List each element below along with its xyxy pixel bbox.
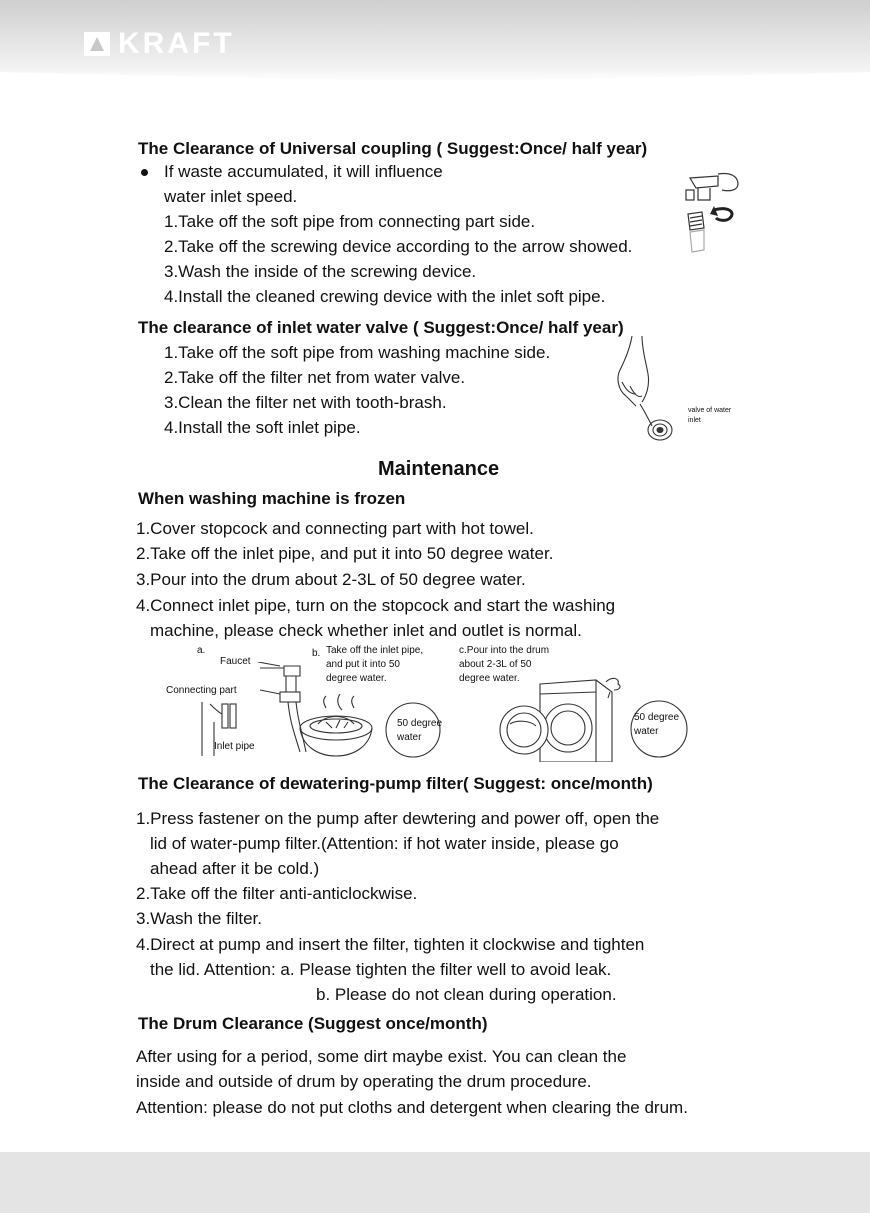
coupling-step: 3.Wash the inside of the screwing device. bbox=[164, 262, 477, 281]
frozen-step: 3.Pour into the drum about 2-3L of 50 degree water. bbox=[136, 570, 526, 589]
drum-heading: The Drum Clearance (Suggest once/month) bbox=[138, 1014, 488, 1033]
pump-line: ahead after it be cold.) bbox=[150, 859, 320, 878]
pump-filter-heading: The Clearance of dewatering-pump filter( Suggest: once/month) bbox=[138, 774, 653, 793]
washing-machine-illustration bbox=[496, 676, 636, 762]
coupling-bullet-line2: water inlet speed. bbox=[164, 187, 298, 206]
valve-label-line1: valve of water bbox=[688, 407, 732, 414]
fig-c-line: about 2-3L of 50 bbox=[459, 659, 532, 670]
coupling-step: 1.Take off the soft pipe from connecting part side. bbox=[164, 212, 536, 231]
bubble1-line: water bbox=[397, 732, 422, 743]
bubble1-line: 50 degree bbox=[397, 718, 443, 729]
faucet-coupling-illustration bbox=[678, 166, 748, 258]
faucet-pipe-illustration bbox=[200, 662, 310, 758]
valve-step: 1.Take off the soft pipe from washing machine side. bbox=[164, 343, 551, 362]
pump-line: b. Please do not clean during operation. bbox=[316, 985, 617, 1004]
valve-step: 4.Install the soft inlet pipe. bbox=[164, 418, 361, 437]
coupling-bullet-line1: If waste accumulated, it will influence bbox=[164, 162, 443, 181]
pump-line: 2.Take off the filter anti-anticlockwise. bbox=[136, 884, 418, 903]
logo-text: KRAFT bbox=[118, 27, 235, 60]
fig-connecting-part-label: Connecting part bbox=[166, 685, 237, 696]
fig-inlet-pipe-label: Inlet pipe bbox=[214, 741, 255, 752]
bubble2-line: water bbox=[634, 726, 659, 737]
hand-valve-illustration bbox=[612, 334, 692, 446]
universal-coupling-heading: The Clearance of Universal coupling ( Suggest:Once/ half year) bbox=[138, 139, 648, 158]
fig-b-line: and put it into 50 bbox=[326, 659, 400, 670]
frozen-step: 4.Connect inlet pipe, turn on the stopcock and start the washing bbox=[136, 596, 616, 615]
coupling-step: 4.Install the cleaned crewing device with the inlet soft pipe. bbox=[164, 287, 606, 306]
inlet-valve-heading: The clearance of inlet water valve ( Suggest:Once/ half year) bbox=[138, 318, 624, 337]
bubble2-line: 50 degree bbox=[634, 712, 680, 723]
valve-label-line2: inlet bbox=[688, 417, 701, 424]
pump-line: 1.Press fastener on the pump after dewtering and power off, open the bbox=[136, 809, 660, 828]
fig-a-marker: a. bbox=[197, 645, 206, 656]
frozen-step: machine, please check whether inlet and outlet is normal. bbox=[150, 621, 582, 640]
coupling-step: 2.Take off the screwing device according to the arrow showed. bbox=[164, 237, 633, 256]
fig-b-line: Take off the inlet pipe, bbox=[326, 645, 424, 656]
pump-line: the lid. Attention: a. Please tighten the filter well to avoid leak. bbox=[150, 960, 612, 979]
drum-line: inside and outside of drum by operating the drum procedure. bbox=[136, 1072, 592, 1091]
fig-c-line: c.Pour into the drum bbox=[459, 645, 550, 656]
frozen-heading: When washing machine is frozen bbox=[138, 489, 406, 508]
frozen-step: 1.Cover stopcock and connecting part with hot towel. bbox=[136, 519, 534, 538]
valve-step: 3.Clean the filter net with tooth-brash. bbox=[164, 393, 447, 412]
valve-step: 2.Take off the filter net from water valve. bbox=[164, 368, 466, 387]
water-bubble-1 bbox=[378, 702, 448, 758]
brand-logo bbox=[84, 27, 235, 60]
footer-band bbox=[0, 1152, 870, 1213]
pump-line: lid of water-pump filter.(Attention: if hot water inside, please go bbox=[150, 834, 619, 853]
logo-mark-icon bbox=[84, 32, 110, 56]
frozen-step: 2.Take off the inlet pipe, and put it into 50 degree water. bbox=[136, 544, 554, 563]
pump-line: 4.Direct at pump and insert the filter, tighten it clockwise and tighten bbox=[136, 935, 645, 954]
fig-b-marker: b. bbox=[312, 648, 321, 659]
drum-line: Attention: please do not put cloths and detergent when clearing the drum. bbox=[136, 1098, 688, 1117]
fig-b-line: degree water. bbox=[326, 673, 387, 684]
drum-line: After using for a period, some dirt maybe exist. You can clean the bbox=[136, 1047, 627, 1066]
pump-line: 3.Wash the filter. bbox=[136, 909, 262, 928]
fig-c-line: degree water. bbox=[459, 673, 520, 684]
fig-faucet-label: Faucet bbox=[220, 656, 251, 667]
maintenance-title: Maintenance bbox=[378, 458, 500, 480]
bowl-pipe-illustration bbox=[296, 694, 386, 760]
bullet-dot-icon bbox=[141, 169, 148, 176]
